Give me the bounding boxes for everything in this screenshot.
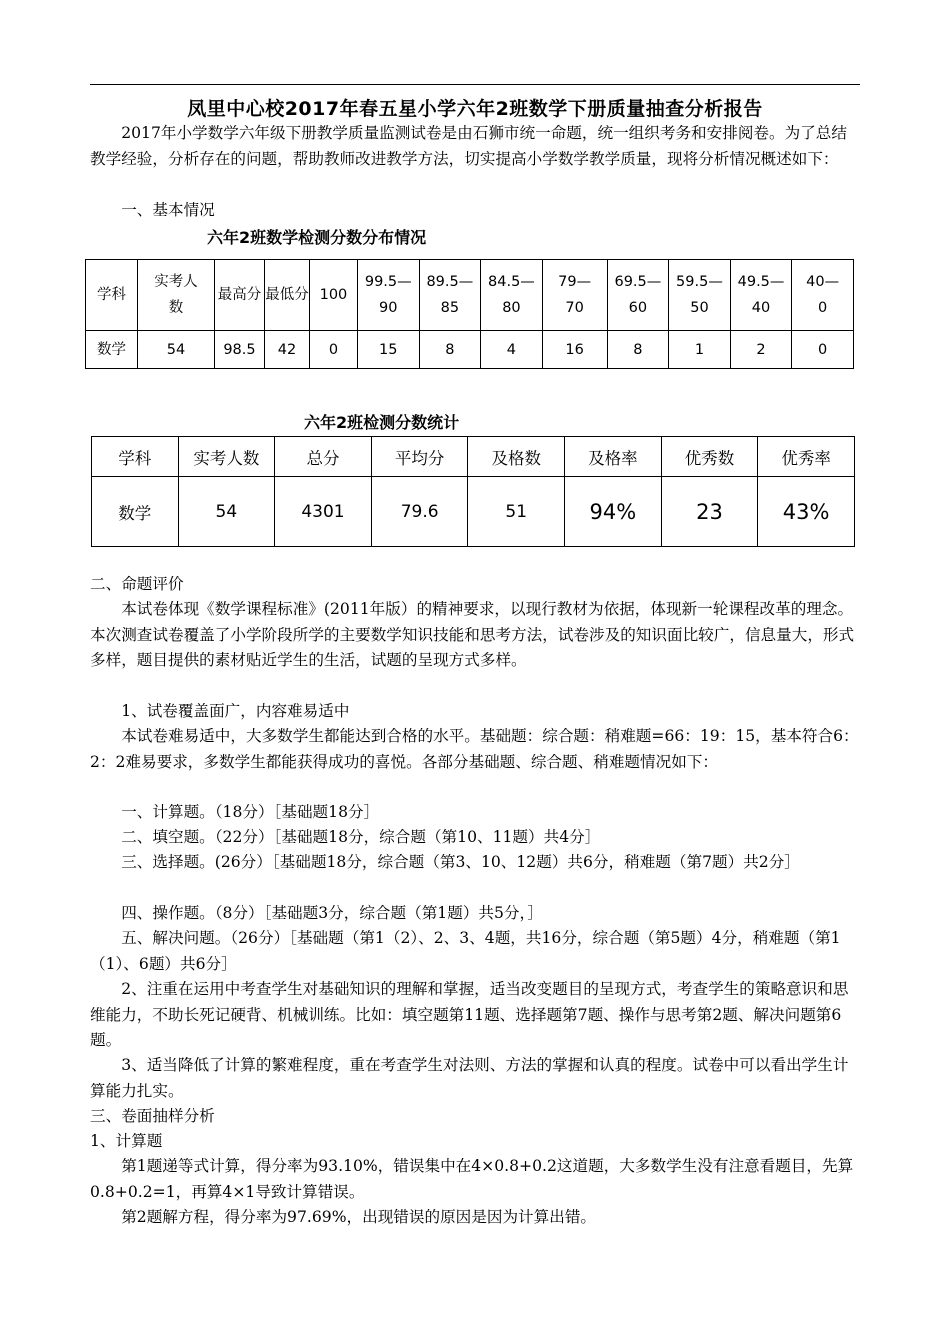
score-statistics-table: [91, 436, 855, 547]
table2-header-cell: 优秀数: [661, 437, 758, 477]
table2-cell: 数学: [92, 477, 179, 547]
table1-header-cell: 79—70: [542, 260, 607, 331]
table2-header-cell: 及格数: [468, 437, 565, 477]
part-fill-in: 二、填空题。（22分）［基础题18分，综合题（第10、11题）共4分］: [121, 828, 601, 846]
part-operation: 四、操作题。（8分）［基础题3分，综合题（第1题）共5分，］: [121, 904, 543, 922]
table1-cell: 1: [669, 331, 731, 369]
table2-header-row: [92, 437, 855, 477]
table2-header-cell: 学科: [92, 437, 179, 477]
sample-subheading: 1、计算题: [90, 1132, 163, 1150]
sample-paragraph-1: 第1题递等式计算，得分率为93.10%，错误集中在4×0.8+0.2这道题，大多数学生没有注意看题目，先算0.8+0.2=1，再算4×1导致计算错误。: [90, 1157, 854, 1201]
table1-cell: 42: [265, 331, 310, 369]
section-evaluation-heading: 二、命题评价: [90, 575, 184, 593]
table2-header-cell: 实考人数: [178, 437, 275, 477]
table2-header-cell: 及格率: [564, 437, 661, 477]
table1-header-cell: 40—0: [792, 260, 854, 331]
intro-paragraph: 2017年小学数学六年级下册教学质量监测试卷是由石狮市统一命题，统一组织考务和安排阅卷。为了总结教学经验，分析存在的问题，帮助教师改进教学方法，切实提高小学数学教学质量，现将分析情况概述如下：: [90, 124, 847, 168]
table1-data-row: [86, 331, 854, 369]
top-rule: [90, 84, 860, 85]
table1-cell: 98.5: [214, 331, 264, 369]
table1-header-cell: 实考人数: [138, 260, 215, 331]
table2-cell: 51: [468, 477, 565, 547]
evaluation-point-1: 1、试卷覆盖面广，内容难易适中: [121, 702, 350, 720]
table1-header-cell: 最高分: [214, 260, 264, 331]
difficulty-paragraph: 本试卷难易适中，大多数学生都能达到合格的水平。基础题：综合题：稍难题=66：19：15，基本符合6：2：2难易要求，多数学生都能获得成功的喜悦。各部分基础题、综合题、稍难题情况如下：: [90, 727, 859, 771]
table1-header-cell: 学科: [86, 260, 138, 331]
table2-cell: 54: [178, 477, 275, 547]
table2-header-cell: 平均分: [371, 437, 468, 477]
sample-paragraph-2: 第2题解方程，得分率为97.69%，出现错误的原因是因为计算出错。: [121, 1208, 597, 1226]
evaluation-point-2: 2、注重在运用中考查学生对基础知识的理解和掌握，适当改变题目的呈现方式，考查学生的策略意识和思维能力，不助长死记硬背、机械训练。比如：填空题第11题、选择题第7题、操作与思考第2题、解决问题第6题。: [90, 980, 849, 1049]
table2-cell: 23: [661, 477, 758, 547]
table1-cell: 4: [481, 331, 543, 369]
table1-header-cell: 59.5—50: [669, 260, 731, 331]
table1-header-cell: 89.5—85: [419, 260, 481, 331]
table2-cell: 94%: [564, 477, 661, 547]
part-problem-solving: 五、解决问题。（26分）［基础题（第1（2）、2、3、4题，共16分，综合题（第5题）4分，稍难题（第1（1）、6题）共6分］: [90, 929, 841, 973]
table2-cell: 4301: [275, 477, 372, 547]
table2-header-cell: 总分: [275, 437, 372, 477]
table1-header-cell: 49.5—40: [730, 260, 792, 331]
table1-cell: 16: [542, 331, 607, 369]
report-title: 凤里中心校2017年春五星小学六年2班数学下册质量抽查分析报告: [187, 98, 763, 120]
table1-cell: 2: [730, 331, 792, 369]
table1-cell: 0: [792, 331, 854, 369]
table1-header-cell: 69.5—60: [607, 260, 669, 331]
table1-header-cell: 100: [309, 260, 357, 331]
table2-caption: 六年2班检测分数统计: [304, 413, 460, 432]
table1-cell: 8: [607, 331, 669, 369]
table1-header-cell: 84.5—80: [481, 260, 543, 331]
table1-cell: 0: [309, 331, 357, 369]
table1-cell: 54: [138, 331, 215, 369]
table2-header-cell: 优秀率: [758, 437, 855, 477]
part-calculation: 一、计算题。（18分）［基础题18分］: [121, 803, 380, 821]
table2-cell: 79.6: [371, 477, 468, 547]
score-distribution-table: [85, 259, 854, 369]
part-multiple-choice: 三、选择题。(26分）［基础题18分，综合题（第3、10、12题）共6分，稍难题（第7题）共2分］: [121, 853, 800, 871]
table1-cell: 数学: [86, 331, 138, 369]
section-sample-heading: 三、卷面抽样分析: [90, 1107, 215, 1125]
table2-data-row: [92, 477, 855, 547]
table1-cell: 8: [419, 331, 481, 369]
evaluation-point-3: 3、适当降低了计算的繁难程度，重在考查学生对法则、方法的掌握和认真的程度。试卷中可以看出学生计算能力扎实。: [90, 1056, 849, 1100]
evaluation-paragraph: 本试卷体现《数学课程标准》(2011年版）的精神要求，以现行教材为依据，体现新一轮课程改革的理念。本次测查试卷覆盖了小学阶段所学的主要数学知识技能和思考方法，试卷涉及的知识面比较广，信息量大，形式多样，题目提供的素材贴近学生的生活，试题的呈现方式多样。: [90, 600, 855, 669]
table1-header-row: [86, 260, 854, 331]
table1-header-cell: 99.5—90: [357, 260, 419, 331]
table1-caption: 六年2班数学检测分数分布情况: [207, 228, 427, 247]
table1-header-cell: 最低分: [265, 260, 310, 331]
table1-cell: 15: [357, 331, 419, 369]
table2-cell: 43%: [758, 477, 855, 547]
section-basic-heading: 一、基本情况: [121, 201, 215, 219]
